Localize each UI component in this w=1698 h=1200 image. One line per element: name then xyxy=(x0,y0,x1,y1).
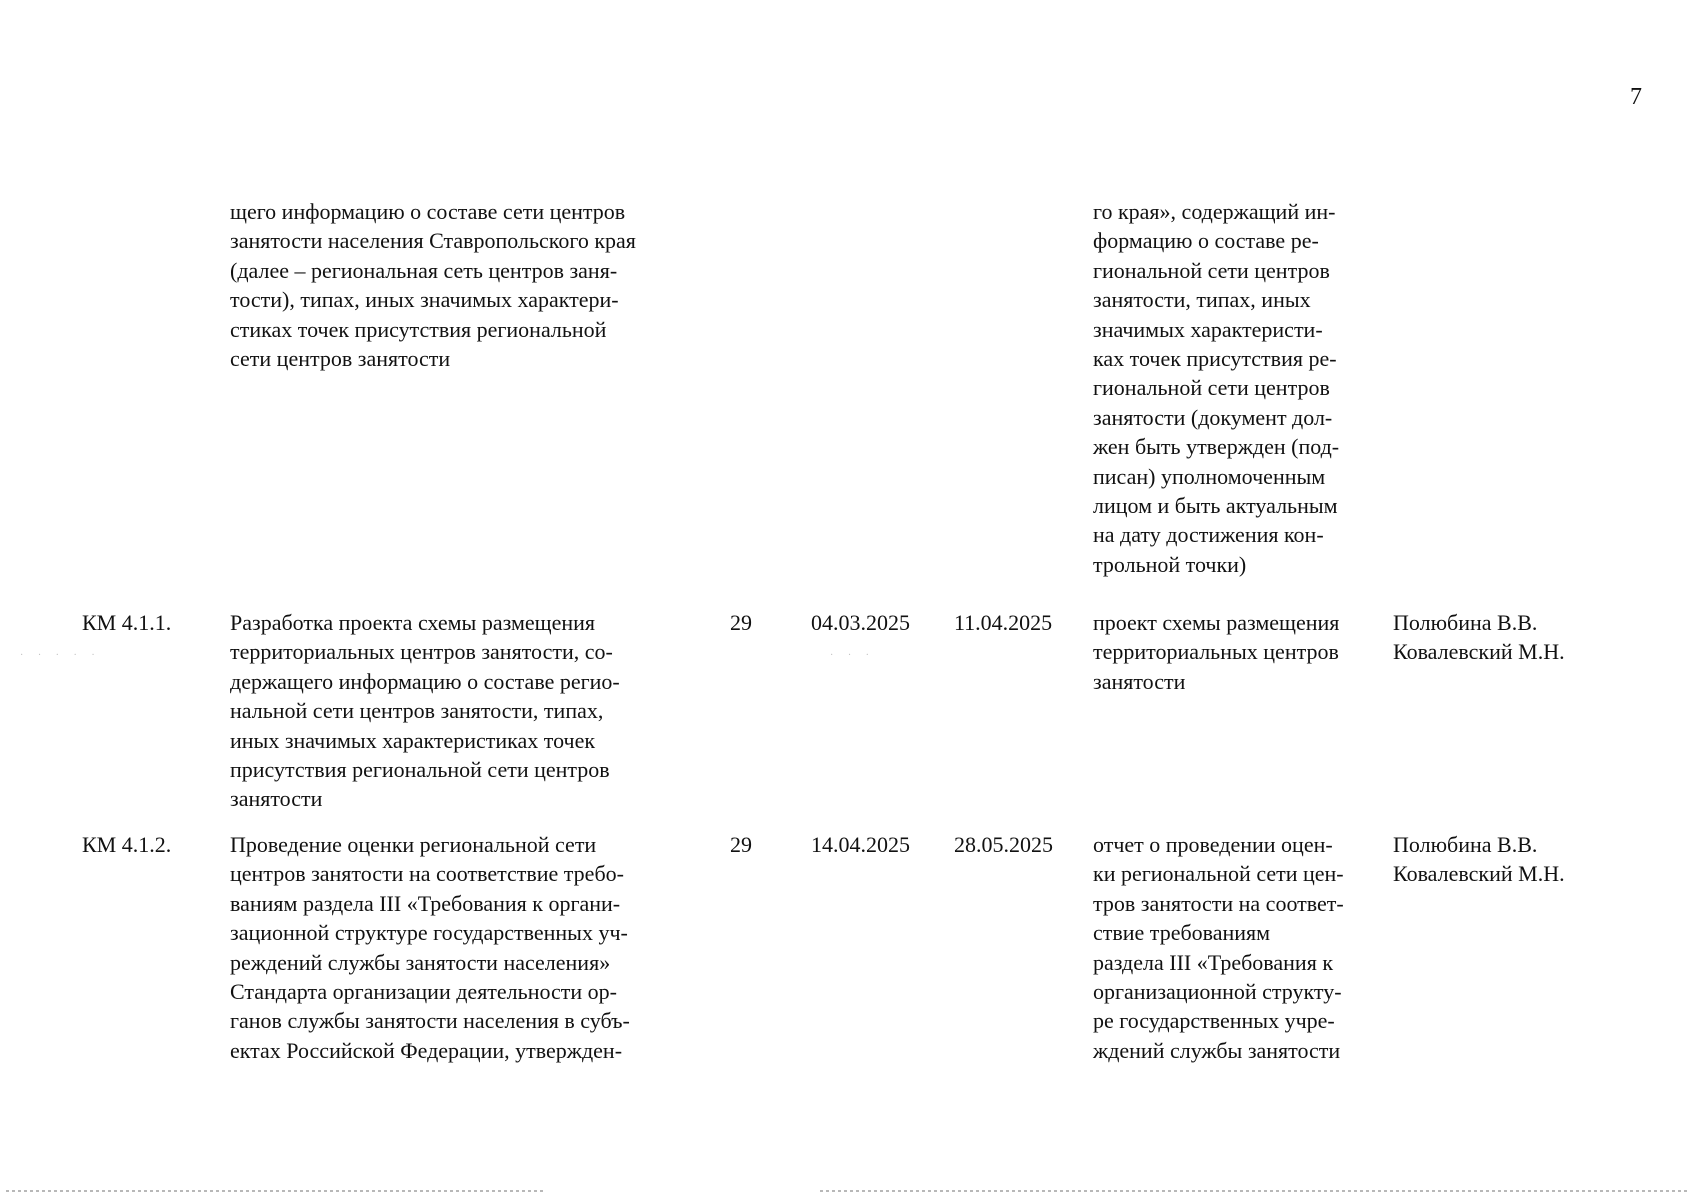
text-line: зационной структуре государственных уч- xyxy=(230,920,628,946)
text-line: щего информацию о составе сети центров xyxy=(230,199,626,224)
text-line: ках точек присутствия ре- xyxy=(1093,346,1337,372)
continuation-result xyxy=(1093,197,1371,579)
text-line: на дату достижения кон- xyxy=(1093,522,1324,548)
text-line: проект схемы размещения xyxy=(1093,610,1340,635)
text-line: занятости xyxy=(230,786,323,812)
text-line: отчет о проведении оцен- xyxy=(1093,832,1333,857)
row-responsible xyxy=(1393,830,1613,889)
text-line: ре государственных учре- xyxy=(1093,1008,1335,1034)
text-line: территориальных центров занятости, со- xyxy=(230,639,613,665)
text-line: трольной точки) xyxy=(1093,551,1247,577)
text-line: нальной сети центров занятости, типах, xyxy=(230,698,604,724)
scan-artifact-mid: · · · xyxy=(830,650,875,661)
text-line: раздела III «Требования к xyxy=(1093,949,1334,975)
text-line: лицом и быть актуальным xyxy=(1093,493,1338,519)
text-line: Полюбина В.В. xyxy=(1393,832,1538,857)
row-start-date: 14.04.2025 xyxy=(811,832,910,857)
text-line: Стандарта организации деятельности ор- xyxy=(230,979,617,1005)
text-line: ганов службы занятости населения в субъ- xyxy=(230,1008,630,1034)
row-responsible xyxy=(1393,608,1613,667)
row-end-date: 28.05.2025 xyxy=(954,832,1053,857)
text-line: Ковалевский М.Н. xyxy=(1393,861,1565,887)
text-line: занятости (документ дол- xyxy=(1093,404,1333,430)
page-number: 7 xyxy=(1630,84,1642,110)
text-line: жен быть утвержден (под- xyxy=(1093,434,1340,460)
text-line: Проведение оценки региональной сети xyxy=(230,832,597,857)
text-line: занятости населения Ставропольского края xyxy=(230,228,636,254)
text-line: гиональной сети центров xyxy=(1093,375,1330,401)
text-line: гиональной сети центров xyxy=(1093,257,1330,283)
text-line: сети центров занятости xyxy=(230,346,451,372)
row-start-date: 04.03.2025 xyxy=(811,610,910,635)
text-line: ваниям раздела III «Требования к органи- xyxy=(230,890,621,916)
row-end-date: 11.04.2025 xyxy=(954,610,1053,635)
row-number: 29 xyxy=(730,610,752,635)
row-number: 29 xyxy=(730,832,752,857)
text-line: писан) уполномоченным xyxy=(1093,463,1326,489)
text-line: ствие требованиям xyxy=(1093,920,1271,946)
text-line: иных значимых характеристиках точек xyxy=(230,727,596,753)
row-description xyxy=(230,608,682,814)
text-line: Полюбина В.В. xyxy=(1393,610,1538,635)
row-result xyxy=(1093,830,1371,1065)
text-line: Ковалевский М.Н. xyxy=(1393,639,1565,665)
text-line: организационной структу- xyxy=(1093,979,1342,1005)
text-line: занятости xyxy=(1093,668,1186,694)
text-line: реждений службы занятости населения» xyxy=(230,949,611,975)
scan-strip-left xyxy=(6,1190,546,1192)
text-line: ждений службы занятости xyxy=(1093,1037,1341,1063)
text-line: ки региональной сети цен- xyxy=(1093,861,1344,887)
text-line: го края», содержащий ин- xyxy=(1093,199,1336,224)
row-code: КМ 4.1.1. xyxy=(82,610,172,635)
row-description xyxy=(230,830,682,1065)
text-line: ектах Российской Федерации, утвержден- xyxy=(230,1037,623,1063)
text-line: присутствия региональной сети центров xyxy=(230,757,610,783)
text-line: (далее – региональная сеть центров заня- xyxy=(230,257,618,283)
text-line: территориальных центров xyxy=(1093,639,1339,665)
text-line: значимых характеристи- xyxy=(1093,316,1323,342)
text-line: занятости, типах, иных xyxy=(1093,287,1311,313)
scan-artifact-left: · · · · · xyxy=(20,650,101,661)
row-result xyxy=(1093,608,1371,696)
text-line: стиках точек присутствия региональной xyxy=(230,316,607,342)
scan-strip-right xyxy=(820,1190,1690,1192)
text-line: держащего информацию о составе регио- xyxy=(230,668,620,694)
continuation-description xyxy=(230,197,682,373)
text-line: центров занятости на соответствие требо- xyxy=(230,861,624,887)
text-line: формацию о составе ре- xyxy=(1093,228,1319,254)
row-code: КМ 4.1.2. xyxy=(82,832,172,857)
text-line: тров занятости на соответ- xyxy=(1093,890,1344,916)
text-line: Разработка проекта схемы размещения xyxy=(230,610,596,635)
text-line: тости), типах, иных значимых характери- xyxy=(230,287,619,313)
